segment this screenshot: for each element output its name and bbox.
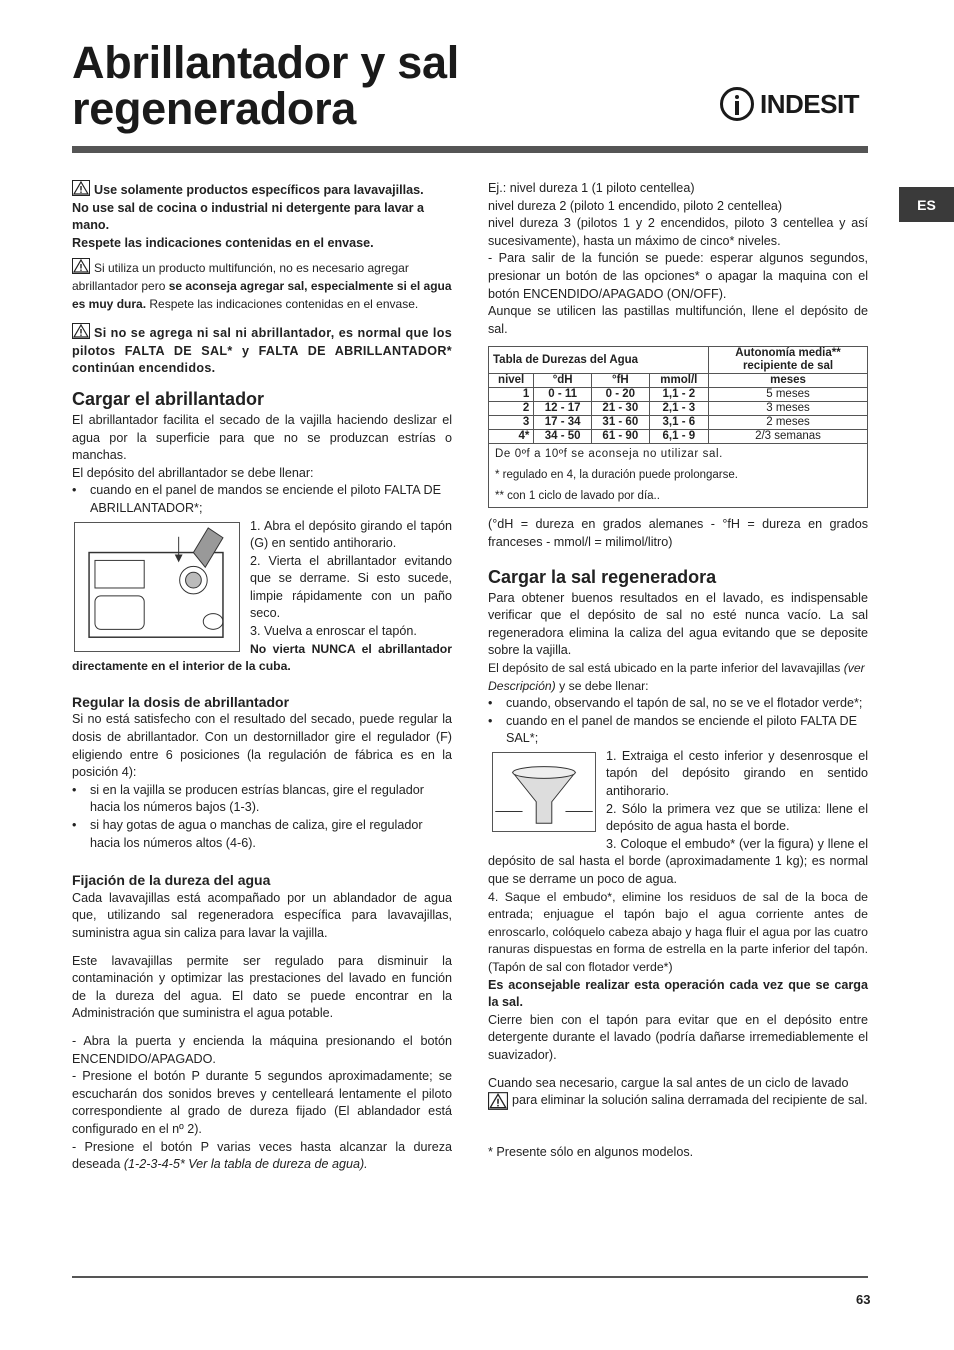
hardness-paragraph-1: Cada lavavajillas está acompañado por un ablandador de agua que, utilizando sal regeneradora específica para lavavajillas, suministra agua sin caliza para lavar la vajilla. [72, 890, 452, 940]
heading-salt: Cargar la sal regeneradora [488, 566, 717, 587]
warning-text-2: No use sal de cocina o industrial ni detergente para lavar a mano. [72, 200, 425, 233]
table-note-3: ** con 1 ciclo de lavado por día.. [489, 486, 868, 508]
header-divider [72, 146, 868, 153]
hardness-paragraph-2: Este lavavajillas permite ser regulado para disminuir la contaminación y optimizar las prestaciones del lavado en función de la dureza del agua. El dato se puede encontrar en la Administración que suministra el agua potable. [72, 953, 452, 1021]
rinse-paragraph-1: El abrillantador facilita el secado de la vajilla haciendo deslizar el agua por la superficie para que no se produzcan estrías o manchas. [72, 412, 452, 463]
example-line-2: nivel dureza 2 (piloto 1 encendido, piloto 2 centellea) [488, 198, 783, 213]
warning-icon [488, 1092, 508, 1110]
rinse-paragraph-2: El depósito del abrillantador se debe llenar: [72, 465, 314, 480]
warning-icon [72, 258, 90, 274]
hardness-table [488, 346, 868, 508]
rinse-figure-block: 1. Abra el depósito girando el tapón (G) en sentido antihorario. 2. Vierta el abrillantador evitando que se derrame. Si esto sucede, limpie rápidamente con un paño seco. 3. Vuelva a enroscar el tapón. No vierta NUNCA el abrillantador directamente en el interior de la cuba. [72, 518, 452, 674]
table-row: 1 0 - 11 0 - 20 1,1 - 2 5 meses [489, 388, 868, 402]
hardness-paragraph-3: - Abra la puerta y encienda la máquina presionando el botón ENCENDIDO/APAGADO. [72, 1033, 452, 1066]
list-item: • si en la vajilla se producen estrías blancas, gire el regulador hacia los números bajos (1-3). [72, 782, 424, 815]
heading-water-hardness: Fijación de la dureza del agua [72, 872, 271, 889]
hardness-paragraph-4: - Presione el botón P durante 5 segundos aproximadamente; se escucharán dos sonidos breves y centelleará lentamente el piloto correspondiente al grado de dureza fijado (El ablandador está configurado en el nº 2). [72, 1069, 452, 1136]
left-column [72, 180, 452, 1174]
warning-block-3: Si no se agrega ni sal ni abrillantador, es normal que los pilotos FALTA DE SAL* y FALTA DE ABRILLANTADOR* continúan encendidos. [72, 323, 452, 378]
warning-block-1: Use solamente productos específicos para lavavajillas. [72, 180, 452, 200]
salt-funnel-figure [492, 752, 596, 832]
right-column [488, 180, 868, 1162]
table-row: 2 12 - 17 21 - 30 2,1 - 3 3 meses [489, 402, 868, 416]
salt-paragraph-1: Para obtener buenos resultados en el lavado, es indispensable verificar que el depósito de sal no esté nunca vacío. La sal regeneradora elimina la caliza del agua evitando que se deposite sobre la vajilla. [488, 590, 868, 658]
heading-dose: Regular la dosis de abrillantador [72, 693, 290, 710]
table-row: 3 17 - 34 31 - 60 3,1 - 6 2 meses [489, 416, 868, 430]
warning-icon [72, 180, 90, 196]
example-line-4: - Para salir de la función se puede: esperar algunos segundos, presionar un botón de las opciones* o apagar la maquina con el botón ENCENDIDO/APAGADO (ON/OFF). [488, 251, 868, 301]
table-row: 4* 34 - 50 61 - 90 6,1 - 9 2/3 semanas [489, 430, 868, 444]
example-line-3: nivel dureza 3 (pilotos 1 y 2 encendidos, piloto 3 centellea y así sucesivamente), hasta un máximo de cinco* niveles. [488, 216, 868, 248]
table-note-1: De 0ºf a 10ºf se aconseja no utilizar sal. [489, 444, 868, 466]
table-autonomy-header: Autonomía media** recipiente de sal [709, 347, 868, 374]
warning-icon [72, 323, 90, 339]
rinse-aid-dispenser-figure [74, 522, 240, 652]
salt-figure-block: 1. Extraiga el cesto inferior y desenrosque el tapón del depósito girando en sentido antihorario. 2. Sólo la primera vez que se utiliza: llene el depósito de agua hasta el borde. 3. Coloque el embudo* (ver la figura) y llene el depósito de sal hasta el borde (aproximadamente 1 kg); es normal que se derrame un poco de agua. [488, 748, 868, 887]
table-title: Tabla de Durezas del Agua [489, 347, 709, 374]
salt-paragraph-4: Cuando sea necesario, cargue la sal antes de un ciclo de lavado [488, 1075, 849, 1090]
footnote: * Presente sólo en algunos modelos. [488, 1145, 694, 1160]
brand-name: INDESIT [760, 88, 860, 119]
page-title [72, 37, 459, 134]
footer-divider [72, 1276, 868, 1278]
salt-paragraph-2: El depósito de sal está ubicado en la parte inferior del lavavajillas (ver Descripción) y se debe llenar: [488, 660, 865, 693]
list-item: • si hay gotas de agua o manchas de caliza, gire el regulador hacia los números altos (4-6). [72, 818, 423, 850]
indesit-i-icon [720, 87, 754, 121]
example-line-5: Aunque se utilicen las pastillas multifunción, llene el depósito de sal. [488, 304, 868, 336]
salt-warning: para eliminar la solución salina derramada del recipiente de sal. [488, 1092, 868, 1110]
dose-paragraph: Si no está satisfecho con el resultado del secado, puede regular la dosis de abrillantador. Con un destornillador gire el regulador (F) eligiendo entre 6 posiciones (la regulación de fábrica es en la posición 4): [72, 712, 452, 780]
page-number: 63 [856, 1292, 871, 1307]
salt-paragraph-3: Cierre bien con el tapón para evitar que en el depósito entre detergente durante el lavado (podría dañarse irremediablemente el suavizador). [488, 1012, 868, 1062]
list-item: • cuando en el panel de mandos se enciende el piloto FALTA DE ABRILLANTADOR*; [72, 483, 441, 515]
brand-logo [720, 84, 859, 124]
title-line-1: Abrillantador y sal [72, 37, 459, 88]
units-note: (°dH = dureza en grados alemanes - °fH = dureza en grados franceses - mmol/l = milimol/litro) [488, 517, 868, 549]
list-item: • cuando, observando el tapón de sal, no se ve el flotador verde*; [488, 696, 863, 711]
title-line-2: regeneradora [72, 83, 357, 134]
heading-rinse-aid: Cargar el abrillantador [72, 388, 265, 409]
warning-text-3: Respete las indicaciones contenidas en el envase. [72, 235, 374, 250]
hardness-paragraph-5: - Presione el botón P varias veces hasta alcanzar la dureza deseada (1-2-3-4-5* Ver la tabla de dureza de agua). [72, 1139, 452, 1172]
salt-bold-note: Es aconsejable realizar esta operación cada vez que se carga la sal. [488, 977, 868, 1010]
language-tab: ES [899, 187, 954, 222]
table-note-2: * regulado en 4, la duración puede prolongarse. [489, 465, 868, 486]
list-item: • cuando en el panel de mandos se enciende el piloto FALTA DE SAL*; [488, 713, 857, 746]
example-line-1: Ej.: nivel dureza 1 (1 piloto centellea) [488, 181, 695, 195]
warning-block-2: Si utiliza un producto multifunción, no es necesario agregar abrillantador pero se aconseja agregar sal, especialmente si el agua es muy dura. Respete las indicaciones contenidas en el envase. [72, 258, 452, 313]
salt-step-4: 4. Saque el embudo*, elimine los residuos de sal de la boca de entrada; enjuague el tapón bajo el agua corriente antes de enroscarlo, colóquelo cabeza abajo y haga fluir el agua por las cuatro ranuras dispuestas en forma de estrella en la parte inferior del tapón. (Tapón de sal con flotador verde*) [488, 889, 868, 974]
table-header-row: nivel °dH °fH mmol/l meses [489, 374, 868, 388]
